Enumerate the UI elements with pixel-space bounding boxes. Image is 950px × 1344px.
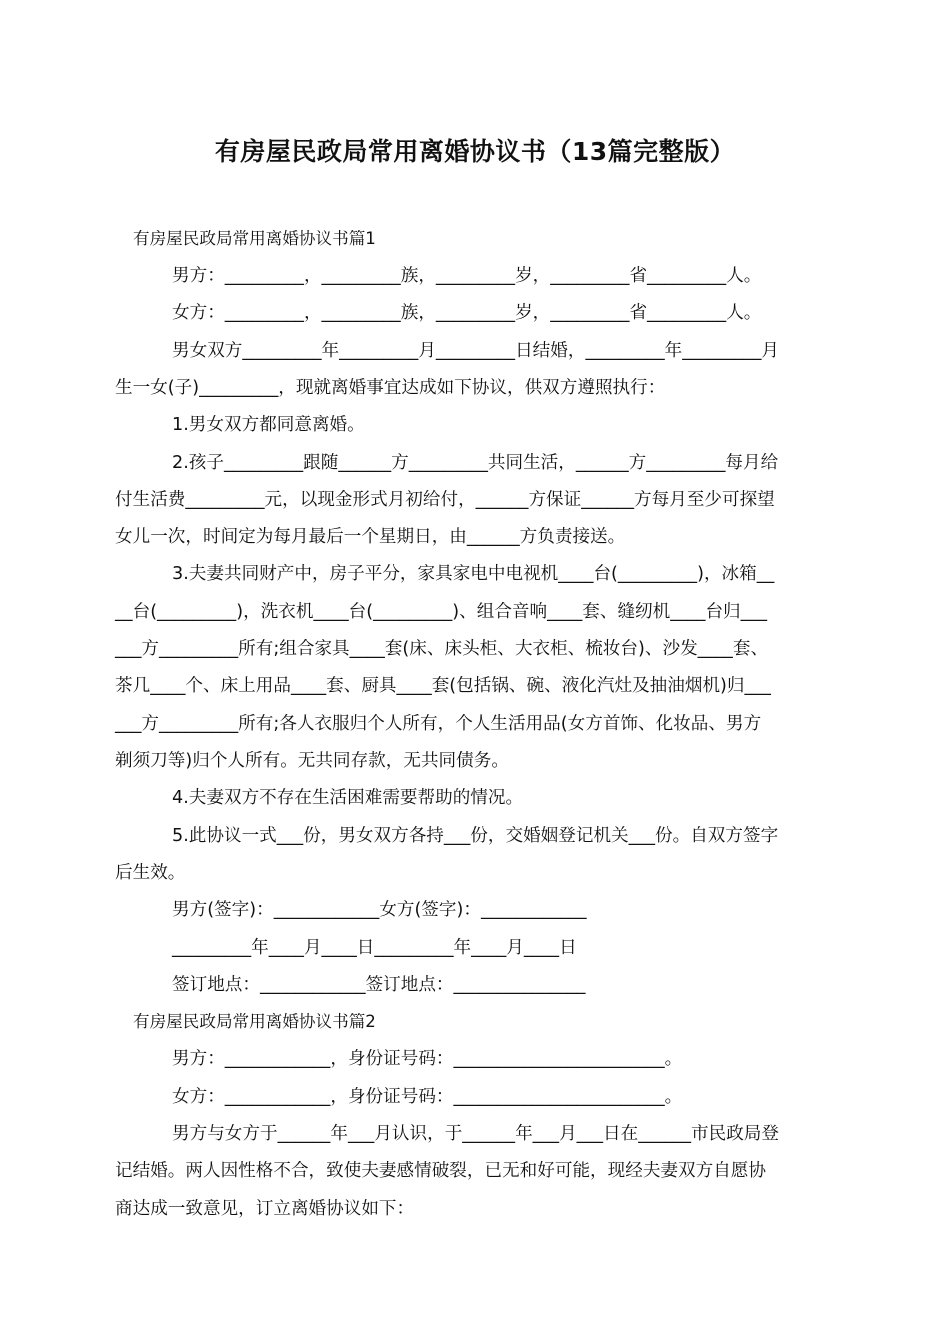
- paragraph-line: __台(_________)，洗衣机____台(_________)、组合音响____套、缝纫机____台归___: [115, 602, 768, 622]
- location-line: 签订地点：____________签订地点：_______________: [172, 975, 586, 995]
- paragraph-line: 女儿一次，时间定为每月最后一个星期日，由______方负责接送。: [115, 527, 626, 547]
- paragraph-line: 茶几____个、床上用品____套、厨具____套(包括锅、碗、液化汽灶及抽油烟机)归___: [115, 676, 771, 696]
- paragraph-line: 男方与女方于______年___月认识，于______年___月___日在______市民政局登: [172, 1124, 779, 1144]
- paragraph-line: ___方_________所有;组合家具____套(床、床头柜、大衣柜、梳妆台)、沙发____套、: [115, 639, 769, 659]
- document-title: 有房屋民政局常用离婚协议书（13篇完整版）: [214, 137, 736, 166]
- paragraph-line: 付生活费_________元，以现金形式月初给付，______方保证______方每月至少可探望: [115, 490, 775, 510]
- male-party-line: 男方：____________，身份证号码：________________________。: [172, 1049, 683, 1069]
- paragraph-line: 后生效。: [115, 863, 186, 883]
- clause-2: 2.孩子_________跟随______方_________共同生活，______方_________每月给: [172, 453, 779, 473]
- paragraph-line: 记结婚。两人因性格不合，致使夫妻感情破裂，已无和好可能，现经夫妻双方自愿协: [115, 1161, 766, 1181]
- clause-1: 1.男女双方都同意离婚。: [172, 415, 365, 435]
- paragraph-line: 生一女(子)_________，现就离婚事宜达成如下协议，供双方遵照执行：: [115, 378, 666, 398]
- paragraph-line: ___方_________所有;各人衣服归个人所有，个人生活用品(女方首饰、化妆品、男方: [115, 714, 762, 734]
- clause-4: 4.夫妻双方不存在生活困难需要帮助的情况。: [172, 788, 524, 808]
- female-party-line: 女方：____________，身份证号码：________________________。: [172, 1087, 683, 1107]
- paragraph-line: 商达成一致意见，订立离婚协议如下：: [115, 1199, 415, 1219]
- clause-5: 5.此协议一式___份，男女双方各持___份，交婚姻登记机关___份。自双方签字: [172, 826, 779, 846]
- section-heading-1: 有房屋民政局常用离婚协议书篇1: [133, 229, 376, 248]
- paragraph-line: 男女双方_________年_________月_________日结婚，_________年_________月: [172, 341, 779, 361]
- clause-3: 3.夫妻共同财产中，房子平分，家具家电中电视机____台(_________)，冰箱__: [172, 564, 775, 584]
- date-line: _________年____月____日_________年____月____日: [172, 938, 577, 958]
- section-heading-2: 有房屋民政局常用离婚协议书篇2: [133, 1012, 376, 1031]
- paragraph-line: 剃须刀等)归个人所有。无共同存款，无共同债务。: [115, 751, 509, 771]
- female-party-line: 女方：_________，_________族，_________岁，_________省_________人。: [172, 303, 762, 323]
- signature-line: 男方(签字)：____________女方(签字)：____________: [172, 900, 587, 920]
- male-party-line: 男方：_________，_________族，_________岁，_________省_________人。: [172, 266, 762, 286]
